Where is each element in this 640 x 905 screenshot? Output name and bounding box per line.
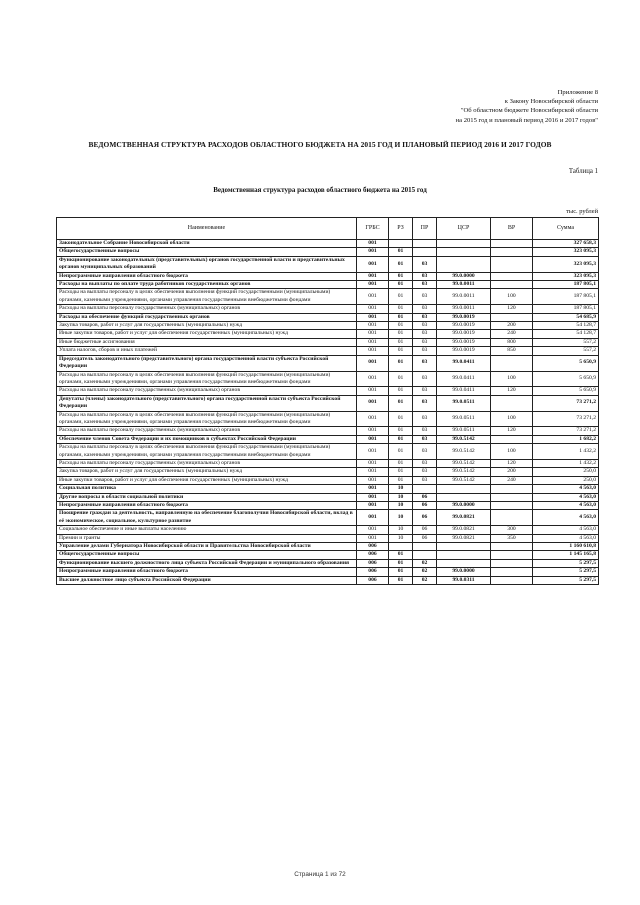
table-row xyxy=(57,559,599,567)
cell-grbs: 001 xyxy=(357,468,389,476)
cell-vr xyxy=(491,568,533,576)
cell-csr: 99.0.0511 xyxy=(437,395,491,411)
cell-rz: 01 xyxy=(389,435,413,443)
cell-rz: 01 xyxy=(389,427,413,435)
cell-sum: 250,0 xyxy=(533,468,599,476)
cell-sum: 4 563,0 xyxy=(533,526,599,534)
cell-name: Функционирование законодательных (представительных) органов государственной власти и представительных органов муниципальных образований xyxy=(57,256,357,272)
cell-sum: 1 682,2 xyxy=(533,435,599,443)
cell-pr xyxy=(413,485,437,493)
table-row xyxy=(57,551,599,559)
cell-vr: 240 xyxy=(491,330,533,338)
cell-name: Закупка товаров, работ и услуг для государственных (муниципальных) нужд xyxy=(57,322,357,330)
table-row xyxy=(57,322,599,330)
cell-name: Расходы на выплаты персоналу государственных (муниципальных) органов xyxy=(57,305,357,313)
cell-name: Расходы на выплаты персоналу в целях обеспечения выполнения функций государственными (муниципальными) органами, казенными учреждениями, органами управления государственными внебюджетными фондами xyxy=(57,289,357,305)
cell-name: Иные бюджетные ассигнования xyxy=(57,338,357,346)
cell-sum: 250,0 xyxy=(533,476,599,484)
cell-vr: 800 xyxy=(491,338,533,346)
cell-name: Расходы на выплаты персоналу в целях обеспечения выполнения функций государственными (муниципальными) органами, казенными учреждениями, органами управления государственными внебюджетными фондами xyxy=(57,371,357,387)
table-row xyxy=(57,543,599,551)
cell-name: Социальное обеспечение и иные выплаты населению xyxy=(57,526,357,534)
cell-pr: 06 xyxy=(413,493,437,501)
cell-name: Расходы на выплаты персоналу в целях обеспечения выполнения функций государственными (муниципальными) органами, казенными учреждениями, органами управления государственными внебюджетными фондами xyxy=(57,411,357,427)
cell-rz: 10 xyxy=(389,502,413,510)
cell-sum: 1 432,2 xyxy=(533,459,599,467)
cell-rz: 01 xyxy=(389,248,413,256)
cell-pr: 03 xyxy=(413,305,437,313)
cell-grbs: 001 xyxy=(357,435,389,443)
cell-rz: 01 xyxy=(389,459,413,467)
cell-sum: 4 563,0 xyxy=(533,510,599,526)
cell-grbs: 001 xyxy=(357,256,389,272)
cell-vr xyxy=(491,502,533,510)
cell-name: Непрограммные направления областного бюджета xyxy=(57,568,357,576)
cell-rz: 01 xyxy=(389,411,413,427)
cell-pr: 03 xyxy=(413,411,437,427)
table-row xyxy=(57,510,599,526)
cell-sum: 5 650,9 xyxy=(533,371,599,387)
cell-rz: 01 xyxy=(389,444,413,460)
cell-csr: 99.0.5142 xyxy=(437,435,491,443)
table-row xyxy=(57,526,599,534)
cell-grbs: 006 xyxy=(357,551,389,559)
cell-sum: 4 563,0 xyxy=(533,485,599,493)
cell-rz: 01 xyxy=(389,476,413,484)
cell-sum: 4 563,0 xyxy=(533,502,599,510)
cell-pr: 03 xyxy=(413,355,437,371)
cell-grbs: 001 xyxy=(357,371,389,387)
cell-sum: 187 805,1 xyxy=(533,281,599,289)
cell-pr: 03 xyxy=(413,459,437,467)
cell-name: Депутаты (члены) законодательного (представительного) органа государственной власти субъекта Российской Федерации xyxy=(57,395,357,411)
cell-rz: 01 xyxy=(389,559,413,567)
cell-pr: 03 xyxy=(413,338,437,346)
cell-csr: 99.0.0011 xyxy=(437,305,491,313)
table-row xyxy=(57,330,599,338)
cell-name: Расходы на обеспечение функций государственных органов xyxy=(57,313,357,321)
cell-pr xyxy=(413,248,437,256)
cell-grbs: 001 xyxy=(357,427,389,435)
table-row xyxy=(57,355,599,371)
cell-grbs: 001 xyxy=(357,444,389,460)
table-row xyxy=(57,395,599,411)
cell-sum: 54 685,9 xyxy=(533,313,599,321)
cell-csr: 99.0.0511 xyxy=(437,411,491,427)
cell-vr xyxy=(491,248,533,256)
cell-pr: 03 xyxy=(413,476,437,484)
cell-vr: 350 xyxy=(491,534,533,542)
cell-csr: 99.0.0019 xyxy=(437,322,491,330)
cell-grbs: 006 xyxy=(357,568,389,576)
table-row xyxy=(57,476,599,484)
cell-name: Закупка товаров, работ и услуг для государственных (муниципальных) нужд xyxy=(57,468,357,476)
cell-pr: 06 xyxy=(413,510,437,526)
cell-rz: 01 xyxy=(389,347,413,355)
cell-csr: 99.0.0000 xyxy=(437,272,491,280)
cell-grbs: 006 xyxy=(357,576,389,584)
cell-csr xyxy=(437,493,491,501)
cell-csr: 99.0.0821 xyxy=(437,534,491,542)
cell-rz: 01 xyxy=(389,568,413,576)
appendix-block xyxy=(456,88,598,125)
cell-sum: 73 271,2 xyxy=(533,427,599,435)
cell-name: Общегосударственные вопросы xyxy=(57,248,357,256)
cell-csr xyxy=(437,559,491,567)
cell-rz: 01 xyxy=(389,281,413,289)
cell-grbs: 001 xyxy=(357,240,389,248)
cell-csr xyxy=(437,551,491,559)
cell-grbs: 001 xyxy=(357,476,389,484)
cell-pr xyxy=(413,240,437,248)
table-row xyxy=(57,568,599,576)
cell-grbs: 001 xyxy=(357,502,389,510)
cell-vr xyxy=(491,559,533,567)
cell-rz: 10 xyxy=(389,510,413,526)
cell-vr xyxy=(491,240,533,248)
cell-csr: 99.0.0011 xyxy=(437,289,491,305)
cell-sum: 323 095,3 xyxy=(533,256,599,272)
cell-rz: 01 xyxy=(389,371,413,387)
col-header-pr: ПР xyxy=(413,218,437,240)
cell-sum: 5 650,9 xyxy=(533,355,599,371)
appendix-line-4: на 2015 год и плановый период 2016 и 2017 годов" xyxy=(455,116,598,124)
cell-name: Расходы на выплаты персоналу государственных (муниципальных) органов xyxy=(57,427,357,435)
cell-grbs: 001 xyxy=(357,313,389,321)
cell-pr: 03 xyxy=(413,468,437,476)
cell-csr: 99.0.0821 xyxy=(437,526,491,534)
cell-rz: 01 xyxy=(389,322,413,330)
cell-sum: 4 563,0 xyxy=(533,534,599,542)
table-row xyxy=(57,347,599,355)
cell-grbs: 001 xyxy=(357,411,389,427)
table-row xyxy=(57,468,599,476)
cell-rz: 01 xyxy=(389,305,413,313)
cell-grbs: 001 xyxy=(357,281,389,289)
table-row xyxy=(57,289,599,305)
cell-vr xyxy=(491,493,533,501)
cell-pr: 03 xyxy=(413,289,437,305)
cell-vr: 200 xyxy=(491,322,533,330)
cell-csr: 99.0.5142 xyxy=(437,476,491,484)
cell-vr: 100 xyxy=(491,289,533,305)
main-title: ВЕДОМСТВЕННАЯ СТРУКТУРА РАСХОДОВ ОБЛАСТНОГО БЮДЖЕТА НА 2015 ГОД И ПЛАНОВЫЙ ПЕРИОД 2016 И 2017 ГОДОВ xyxy=(88,140,552,149)
cell-pr: 03 xyxy=(413,256,437,272)
table-row xyxy=(57,485,599,493)
cell-rz xyxy=(389,543,413,551)
appendix-line-2: к Закону Новосибирской области xyxy=(504,98,598,106)
cell-rz: 01 xyxy=(389,289,413,305)
cell-vr: 850 xyxy=(491,347,533,355)
cell-csr: 99.0.0019 xyxy=(437,330,491,338)
cell-pr: 02 xyxy=(413,576,437,584)
table-title: Ведомственная структура расходов областного бюджета на 2015 год xyxy=(213,186,427,194)
cell-vr xyxy=(491,435,533,443)
cell-vr xyxy=(491,395,533,411)
table-row xyxy=(57,411,599,427)
cell-pr: 06 xyxy=(413,502,437,510)
cell-vr xyxy=(491,485,533,493)
cell-grbs: 001 xyxy=(357,534,389,542)
cell-name: Уплата налогов, сборов и иных платежей xyxy=(57,347,357,355)
cell-pr xyxy=(413,543,437,551)
cell-rz: 01 xyxy=(389,313,413,321)
cell-rz: 01 xyxy=(389,395,413,411)
cell-sum: 327 658,3 xyxy=(533,240,599,248)
cell-name: Непрограммные направления областного бюджета xyxy=(57,502,357,510)
cell-name: Иные закупки товаров, работ и услуг для обеспечения государственных (муниципальных) нужд xyxy=(57,330,357,338)
cell-rz: 10 xyxy=(389,526,413,534)
cell-vr: 120 xyxy=(491,427,533,435)
cell-grbs: 001 xyxy=(357,510,389,526)
cell-name: Непрограммные направления областного бюджета xyxy=(57,272,357,280)
cell-vr: 120 xyxy=(491,459,533,467)
cell-grbs: 001 xyxy=(357,248,389,256)
cell-vr: 120 xyxy=(491,387,533,395)
col-header-name: Наименование xyxy=(57,218,357,240)
cell-name: Управление делами Губернатора Новосибирской области и Правительства Новосибирской области xyxy=(57,543,357,551)
table-row xyxy=(57,338,599,346)
appendix-line-1: Приложение 8 xyxy=(557,89,598,96)
cell-name: Расходы на выплаты персоналу в целях обеспечения выполнения функций государственными (муниципальными) органами, казенными учреждениями, органами управления государственными внебюджетными фондами xyxy=(57,444,357,460)
cell-vr: 100 xyxy=(491,371,533,387)
cell-grbs: 001 xyxy=(357,485,389,493)
cell-sum: 5 297,5 xyxy=(533,568,599,576)
cell-grbs: 001 xyxy=(357,338,389,346)
col-header-sum: Сумма xyxy=(533,218,599,240)
cell-vr xyxy=(491,510,533,526)
cell-name: Председатель законодательного (представительного) органа государственной власти субъекта Российской Федерации xyxy=(57,355,357,371)
cell-grbs: 001 xyxy=(357,289,389,305)
cell-vr xyxy=(491,543,533,551)
table-number: Таблица 1 xyxy=(568,168,598,175)
cell-grbs: 001 xyxy=(357,330,389,338)
budget-table xyxy=(56,217,599,585)
appendix-line-3: "Об областном бюджете Новосибирской области xyxy=(460,107,598,115)
cell-name: Социальная политика xyxy=(57,485,357,493)
cell-csr: 99.0.0411 xyxy=(437,387,491,395)
table-row xyxy=(57,256,599,272)
cell-csr: 99.0.0411 xyxy=(437,371,491,387)
cell-csr: 99.0.0000 xyxy=(437,502,491,510)
cell-pr: 03 xyxy=(413,322,437,330)
cell-vr xyxy=(491,576,533,584)
cell-grbs: 006 xyxy=(357,559,389,567)
cell-sum: 73 271,2 xyxy=(533,411,599,427)
table-row xyxy=(57,534,599,542)
cell-sum: 1 145 165,8 xyxy=(533,551,599,559)
cell-pr: 03 xyxy=(413,313,437,321)
cell-vr: 300 xyxy=(491,526,533,534)
cell-vr: 100 xyxy=(491,411,533,427)
cell-sum: 5 297,5 xyxy=(533,576,599,584)
cell-vr: 240 xyxy=(491,476,533,484)
cell-name: Обеспечение членов Совета Федерации и их помощников в субъектах Российской Федерации xyxy=(57,435,357,443)
cell-sum: 5 650,9 xyxy=(533,387,599,395)
table-row xyxy=(57,387,599,395)
cell-pr: 03 xyxy=(413,435,437,443)
cell-vr: 200 xyxy=(491,468,533,476)
cell-rz: 01 xyxy=(389,338,413,346)
table-header-row xyxy=(57,218,599,240)
cell-name: Общегосударственные вопросы xyxy=(57,551,357,559)
cell-sum: 1 160 610,8 xyxy=(533,543,599,551)
table-row xyxy=(57,281,599,289)
cell-csr: 99.0.0821 xyxy=(437,510,491,526)
cell-grbs: 001 xyxy=(357,526,389,534)
cell-csr xyxy=(437,485,491,493)
cell-rz: 10 xyxy=(389,493,413,501)
cell-rz xyxy=(389,240,413,248)
cell-grbs: 001 xyxy=(357,387,389,395)
table-row xyxy=(57,459,599,467)
cell-pr: 03 xyxy=(413,444,437,460)
cell-csr: 99.0.0011 xyxy=(437,281,491,289)
cell-pr: 03 xyxy=(413,371,437,387)
cell-sum: 187 805,1 xyxy=(533,289,599,305)
cell-vr xyxy=(491,281,533,289)
col-header-grbs: ГРБС xyxy=(357,218,389,240)
cell-vr xyxy=(491,313,533,321)
cell-sum: 54 128,7 xyxy=(533,322,599,330)
cell-rz: 10 xyxy=(389,485,413,493)
cell-sum: 54 128,7 xyxy=(533,330,599,338)
table-row xyxy=(57,493,599,501)
cell-vr xyxy=(491,272,533,280)
cell-rz: 10 xyxy=(389,534,413,542)
cell-vr: 120 xyxy=(491,305,533,313)
cell-rz: 01 xyxy=(389,355,413,371)
cell-rz: 01 xyxy=(389,272,413,280)
cell-sum: 73 271,2 xyxy=(533,395,599,411)
table-row xyxy=(57,427,599,435)
cell-grbs: 001 xyxy=(357,272,389,280)
cell-csr: 99.0.0311 xyxy=(437,576,491,584)
cell-vr: 100 xyxy=(491,444,533,460)
cell-csr: 99.0.5142 xyxy=(437,444,491,460)
table-row xyxy=(57,576,599,584)
cell-csr xyxy=(437,240,491,248)
col-header-vr: ВР xyxy=(491,218,533,240)
table-row xyxy=(57,502,599,510)
cell-sum: 557,2 xyxy=(533,347,599,355)
cell-pr: 03 xyxy=(413,387,437,395)
cell-grbs: 001 xyxy=(357,355,389,371)
table-row xyxy=(57,313,599,321)
cell-name: Премии и гранты xyxy=(57,534,357,542)
cell-csr: 99.0.0000 xyxy=(437,568,491,576)
cell-pr: 03 xyxy=(413,281,437,289)
cell-csr xyxy=(437,256,491,272)
cell-pr: 03 xyxy=(413,395,437,411)
cell-csr xyxy=(437,543,491,551)
table-row xyxy=(57,305,599,313)
cell-rz: 01 xyxy=(389,256,413,272)
cell-name: Расходы на выплаты персоналу государственных (муниципальных) органов xyxy=(57,459,357,467)
cell-csr: 99.0.0019 xyxy=(437,338,491,346)
cell-sum: 1 432,2 xyxy=(533,444,599,460)
cell-name: Расходы на выплаты персоналу государственных (муниципальных) органов xyxy=(57,387,357,395)
page-footer: Страница 1 из 72 xyxy=(294,871,346,878)
cell-grbs: 001 xyxy=(357,459,389,467)
table-body xyxy=(57,240,599,585)
cell-rz: 01 xyxy=(389,576,413,584)
cell-pr: 06 xyxy=(413,534,437,542)
cell-pr: 03 xyxy=(413,330,437,338)
cell-grbs: 001 xyxy=(357,305,389,313)
cell-pr: 02 xyxy=(413,559,437,567)
cell-csr: 99.0.5142 xyxy=(437,468,491,476)
cell-sum: 323 095,3 xyxy=(533,248,599,256)
table-row xyxy=(57,248,599,256)
table-row xyxy=(57,435,599,443)
cell-csr: 99.0.5142 xyxy=(437,459,491,467)
cell-rz: 01 xyxy=(389,330,413,338)
cell-name: Расходы на выплаты по оплате труда работников государственных органов xyxy=(57,281,357,289)
cell-vr xyxy=(491,256,533,272)
cell-pr: 03 xyxy=(413,347,437,355)
cell-name: Другие вопросы в области социальной политики xyxy=(57,493,357,501)
cell-rz: 01 xyxy=(389,468,413,476)
cell-grbs: 006 xyxy=(357,543,389,551)
col-header-rz: РЗ xyxy=(389,218,413,240)
cell-name: Иные закупки товаров, работ и услуг для обеспечения государственных (муниципальных) нужд xyxy=(57,476,357,484)
cell-rz: 01 xyxy=(389,387,413,395)
cell-csr: 99.0.0511 xyxy=(437,427,491,435)
cell-pr: 06 xyxy=(413,526,437,534)
table-row xyxy=(57,371,599,387)
cell-csr: 99.0.0019 xyxy=(437,313,491,321)
cell-vr xyxy=(491,551,533,559)
cell-sum: 323 095,3 xyxy=(533,272,599,280)
table-row xyxy=(57,444,599,460)
col-header-csr: ЦСР xyxy=(437,218,491,240)
cell-name: Законодательное Собрание Новосибирской области xyxy=(57,240,357,248)
cell-sum: 5 297,5 xyxy=(533,559,599,567)
table-row xyxy=(57,240,599,248)
cell-pr xyxy=(413,551,437,559)
cell-grbs: 001 xyxy=(357,493,389,501)
table-row xyxy=(57,272,599,280)
cell-sum: 4 563,0 xyxy=(533,493,599,501)
cell-name: Поощрение граждан за деятельность, направленную на обеспечение благополучия Новосибирской области, вклад в её экономическое, социальное, культурное развитие xyxy=(57,510,357,526)
cell-sum: 557,2 xyxy=(533,338,599,346)
cell-name: Функционирование высшего должностного лица субъекта Российской Федерации и муниципального образования xyxy=(57,559,357,567)
cell-vr xyxy=(491,355,533,371)
cell-csr: 99.0.0411 xyxy=(437,355,491,371)
cell-grbs: 001 xyxy=(357,347,389,355)
units-label: тыс. рублей xyxy=(566,208,598,215)
cell-grbs: 001 xyxy=(357,322,389,330)
cell-csr: 99.0.0019 xyxy=(437,347,491,355)
cell-name: Высшее должностное лицо субъекта Российской Федерации xyxy=(57,576,357,584)
cell-rz: 01 xyxy=(389,551,413,559)
cell-sum: 187 805,1 xyxy=(533,305,599,313)
cell-pr: 03 xyxy=(413,272,437,280)
cell-pr: 02 xyxy=(413,568,437,576)
cell-grbs: 001 xyxy=(357,395,389,411)
cell-csr xyxy=(437,248,491,256)
cell-pr: 03 xyxy=(413,427,437,435)
